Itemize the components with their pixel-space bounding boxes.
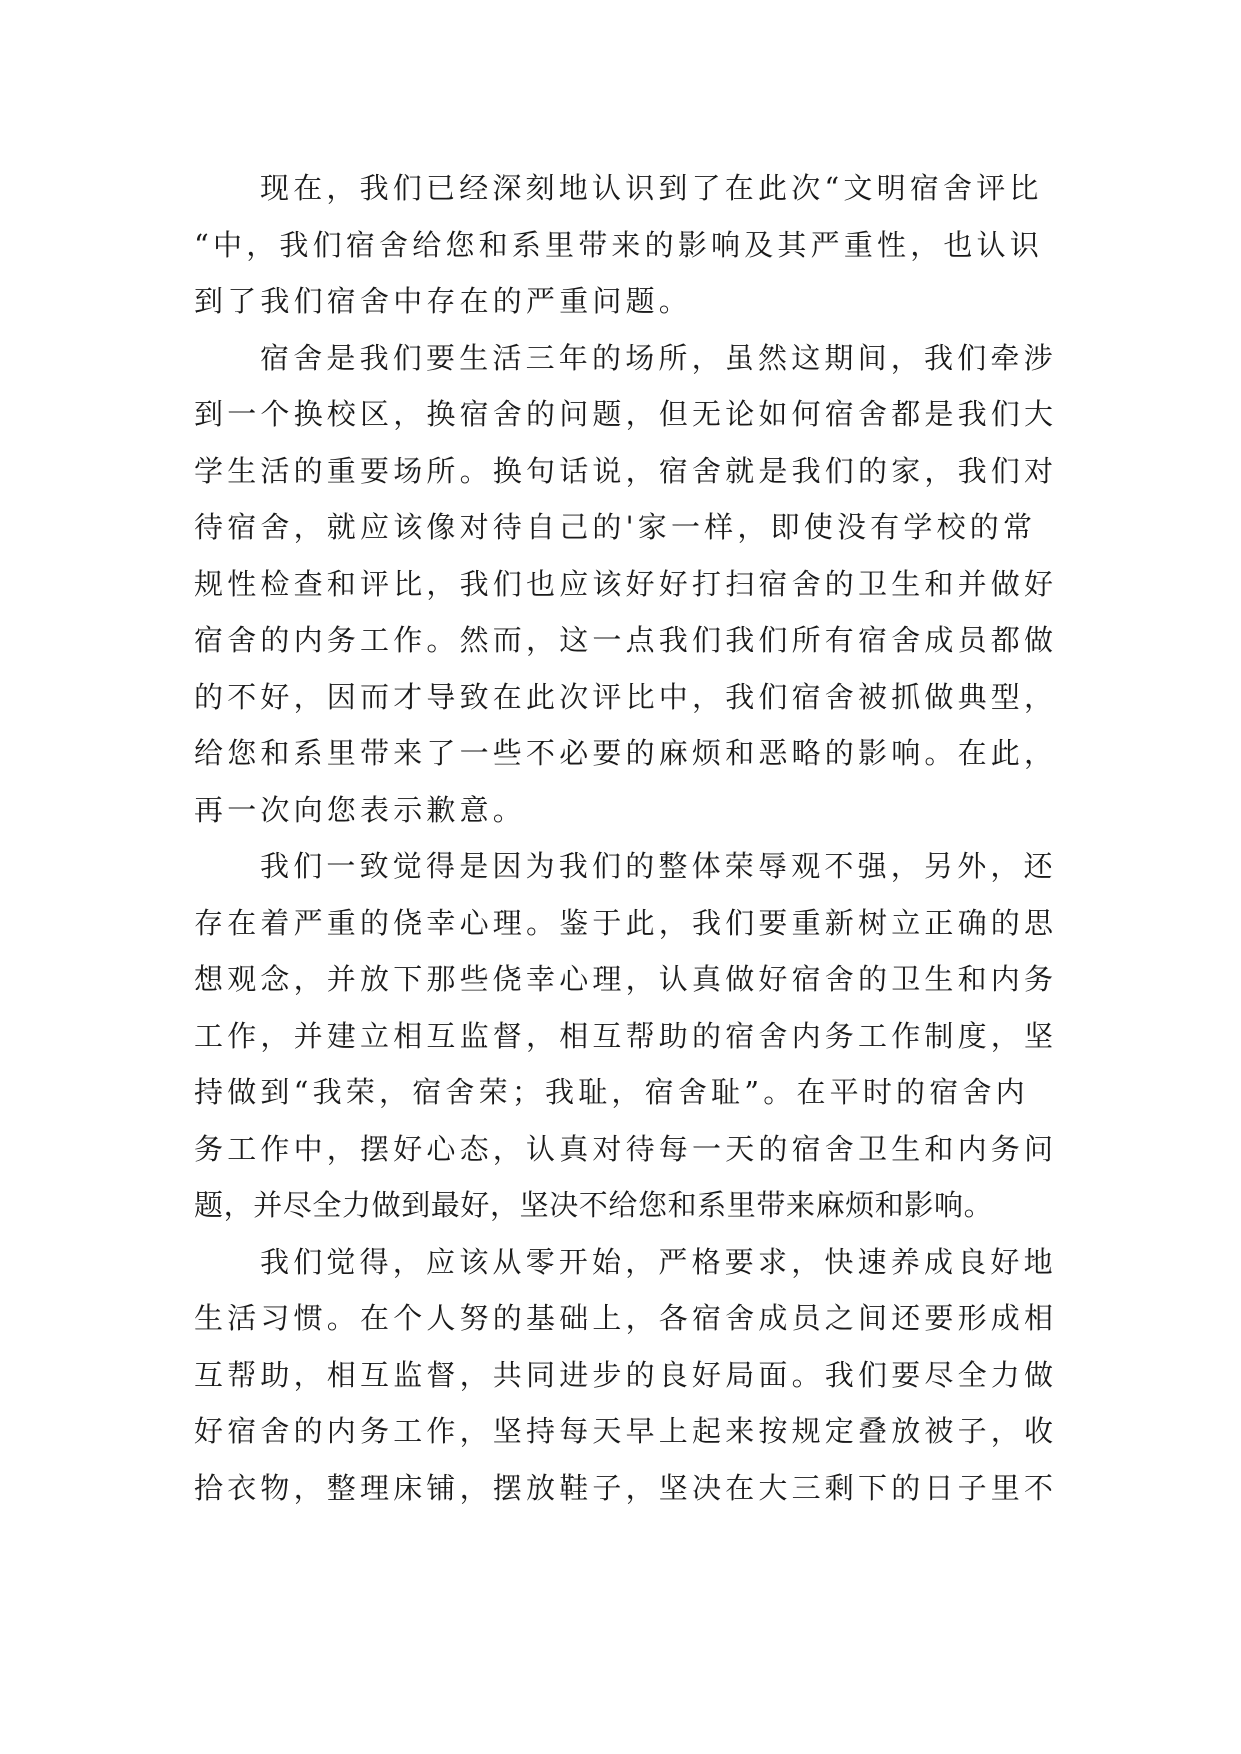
text-line: 我们觉得，应该从零开始，严格要求，快速养成良好地 [260, 1244, 1057, 1279]
paragraph-2 [194, 330, 1068, 839]
text-line: 现在，我们已经深刻地认识到了在此次“文明宿舍评比 [260, 171, 1043, 205]
text-line: 拾衣物，整理床铺，摆放鞋子，坚决在大三剩下的日子里不 [194, 1470, 1058, 1505]
paragraph-4 [194, 1234, 1068, 1517]
text-line: 到一个换校区，换宿舍的问题，但无论如何宿舍都是我们大 [194, 397, 1058, 431]
text-line: 到了我们宿舍中存在的严重问题。 [194, 284, 693, 318]
document-body [194, 160, 1068, 1516]
paragraph-3 [194, 838, 1068, 1234]
text-line: 的不好，因而才导致在此次评比中，我们宿舍被抓做典型， [194, 679, 1058, 714]
text-line: 互帮助，相互监督，共同进步的良好局面。我们要尽全力做 [194, 1357, 1058, 1392]
text-line: 我们一致觉得是因为我们的整体荣辱观不强，另外，还 [260, 849, 1057, 883]
text-line: 工作，并建立相互监督，相互帮助的宿舍内务工作制度，坚 [194, 1018, 1058, 1053]
text-line: 务工作中，摆好心态，认真对待每一天的宿舍卫生和内务问 [194, 1131, 1058, 1166]
text-line: 持做到“我荣，宿舍荣；我耻，宿舍耻”。在平时的宿舍内 [194, 1075, 1029, 1109]
text-line: 给您和系里带来了一些不必要的麻烦和恶略的影响。在此， [194, 736, 1058, 770]
text-line: 待宿舍，就应该像对待自己的'家一样，即使没有学校的常 [194, 510, 1037, 544]
text-line: 规性检查和评比，我们也应该好好打扫宿舍的卫生和并做好 [194, 566, 1058, 601]
paragraph-1 [194, 160, 1068, 330]
text-line: 想观念，并放下那些侥幸心理，认真做好宿舍的卫生和内务 [194, 962, 1058, 996]
text-line: 好宿舍的内务工作，坚持每天早上起来按规定叠放被子，收 [194, 1414, 1058, 1448]
text-line: 宿舍是我们要生活三年的场所，虽然这期间，我们牵涉 [260, 340, 1057, 375]
text-line: 生活习惯。在个人努的基础上，各宿舍成员之间还要形成相 [194, 1301, 1058, 1335]
text-line: 学生活的重要场所。换句话说，宿舍就是我们的家，我们对 [194, 453, 1058, 488]
text-line: “中，我们宿舍给您和系里带来的影响及其严重性，也认识 [194, 227, 1044, 262]
text-line: 宿舍的内务工作。然而，这一点我们我们所有宿舍成员都做 [194, 623, 1058, 657]
text-line: 再一次向您表示歉意。 [194, 792, 527, 827]
text-line: 存在着严重的侥幸心理。鉴于此，我们要重新树立正确的思 [194, 905, 1058, 940]
text-line: 题，并尽全力做到最好，坚决不给您和系里带来麻烦和影响。 [194, 1188, 994, 1222]
